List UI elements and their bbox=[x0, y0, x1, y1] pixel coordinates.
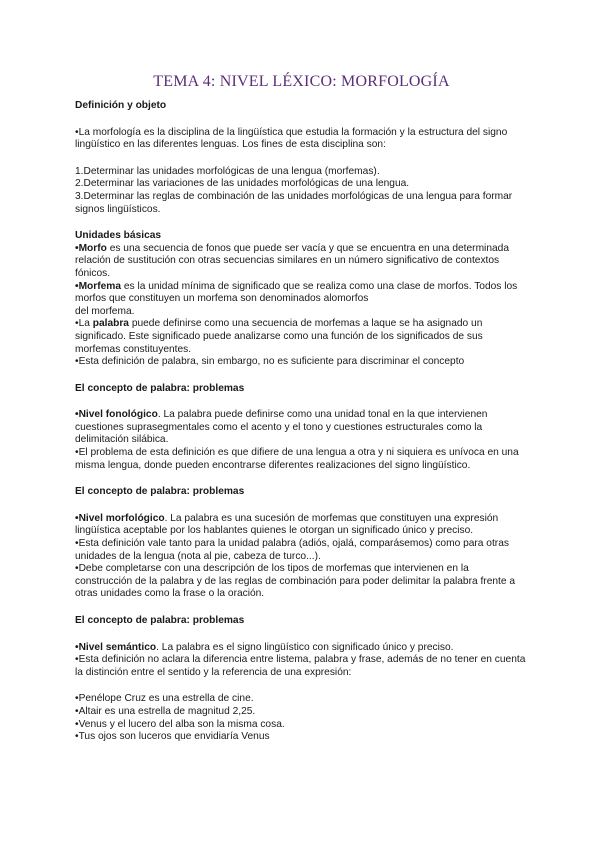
prefix-palabra: •La bbox=[75, 318, 93, 330]
paragraph-fonologico bbox=[75, 409, 528, 447]
example-item: •Venus y el lucero del alba son la misma cosa. bbox=[75, 718, 285, 730]
paragraph-morfo bbox=[75, 243, 528, 281]
section-heading-definicion: Definición y objeto bbox=[75, 100, 167, 111]
paragraph-morfema-tail: del morfema. bbox=[75, 305, 135, 317]
paragraph-morfema bbox=[75, 281, 528, 306]
term-morfema: •Morfema bbox=[75, 280, 122, 292]
text-fonologico: . La palabra puede definirse como una unidad tonal en la que intervienen cuestiones suprasegmentales como el acento y el tono y cuestiones estructurales como la delimitación silábica. bbox=[75, 409, 488, 446]
paragraph-morfologico bbox=[75, 513, 528, 538]
paragraph-palabra bbox=[75, 318, 528, 356]
example-item: •Penélope Cruz es una estrella de cine. bbox=[75, 693, 254, 705]
term-fonologico: •Nivel fonológico bbox=[75, 409, 158, 421]
paragraph-fonologico-note: •El problema de esta definición es que difiere de una lengua a otra y ni siquiera es unívoca en una misma lengua, donde pueden encontrarse diferentes realizaciones del signo lingüístico. bbox=[75, 447, 519, 471]
term-morfologico: •Nivel morfológico bbox=[75, 512, 165, 524]
section-heading-morfologico: El concepto de palabra: problemas bbox=[75, 486, 245, 498]
example-item: •Tus ojos son luceros que envidiaría Venus bbox=[75, 731, 270, 743]
paragraph-semantico bbox=[75, 642, 528, 655]
text-morfema: es la unidad mínima de significado que se realiza como una clase de morfos. Todos los morfos que constituyen un morfema son denominados alomorfos bbox=[75, 280, 518, 305]
term-morfo: •Morfo bbox=[75, 242, 107, 254]
paragraph-palabra-note: •Esta definición de palabra, sin embargo, no es suficiente para discriminar el concepto bbox=[75, 356, 465, 368]
text-morfo: es una secuencia de fonos que puede ser vacía y que se encuentra en una determinada relación de sustitución con otras secuencias similares en un número significativo de contextos fónicos. bbox=[75, 242, 509, 279]
list-item: 1.Determinar las unidades morfológicas de una lengua (morfemas). bbox=[75, 165, 380, 177]
list-item: 2.Determinar las variaciones de las unidades morfológicas de una lengua. bbox=[75, 178, 410, 190]
list-item: 3.Determinar las reglas de combinación de las unidades morfológicas de una lengua para formar signos lingüísticos. bbox=[75, 190, 513, 215]
section-heading-semantico: El concepto de palabra: problemas bbox=[75, 615, 245, 626]
paragraph-semantico-note: •Esta definición no aclara la diferencia entre listema, palabra y frase, además de no tener en cuenta la distinción entre el sentido y la referencia de una expresión: bbox=[75, 654, 526, 678]
term-palabra: palabra bbox=[92, 318, 129, 330]
paragraph-morfologico-note1: •Esta definición vale tanto para la unidad palabra (adiós, ojalá, comparásemos) como para otras unidades de la lengua (nota al pie, cabeza de turco...). bbox=[75, 538, 509, 562]
term-semantico: •Nivel semántico bbox=[75, 641, 157, 653]
example-item: •Altair es una estrella de magnitud 2,25. bbox=[75, 705, 256, 717]
page-title: TEMA 4: NIVEL LÉXICO: MORFOLOGÍA bbox=[153, 73, 450, 90]
section-heading-fonologico: El concepto de palabra: problemas bbox=[75, 382, 245, 394]
paragraph-morfologico-note2: •Debe completarse con una descripción de los tipos de morfemas que intervienen en la construcción de la palabra y de las reglas de combinación para poder delimitar la palabra frente a otras unidades como la frase o la oración. bbox=[75, 563, 516, 600]
paragraph-intro: •La morfología es la disciplina de la lingüística que estudia la formación y la estructura del signo lingüístico en las diferentes lenguas. Los fines de esta disciplina son: bbox=[75, 126, 508, 151]
text-semantico: . La palabra es el signo lingüístico con significado único y preciso. bbox=[156, 641, 454, 653]
section-heading-unidades: Unidades básicas bbox=[75, 230, 162, 242]
text-morfologico: . La palabra es una sucesión de morfemas que constituyen una expresión lingüística aceptable por los hablantes quienes le otorgan un significado único y preciso. bbox=[75, 512, 499, 537]
text-palabra: puede definirse como una secuencia de morfemas a laque se ha asignado un significado. Este significado puede analizarse como una función de los significados de sus morfemas constituyentes. bbox=[75, 318, 483, 355]
